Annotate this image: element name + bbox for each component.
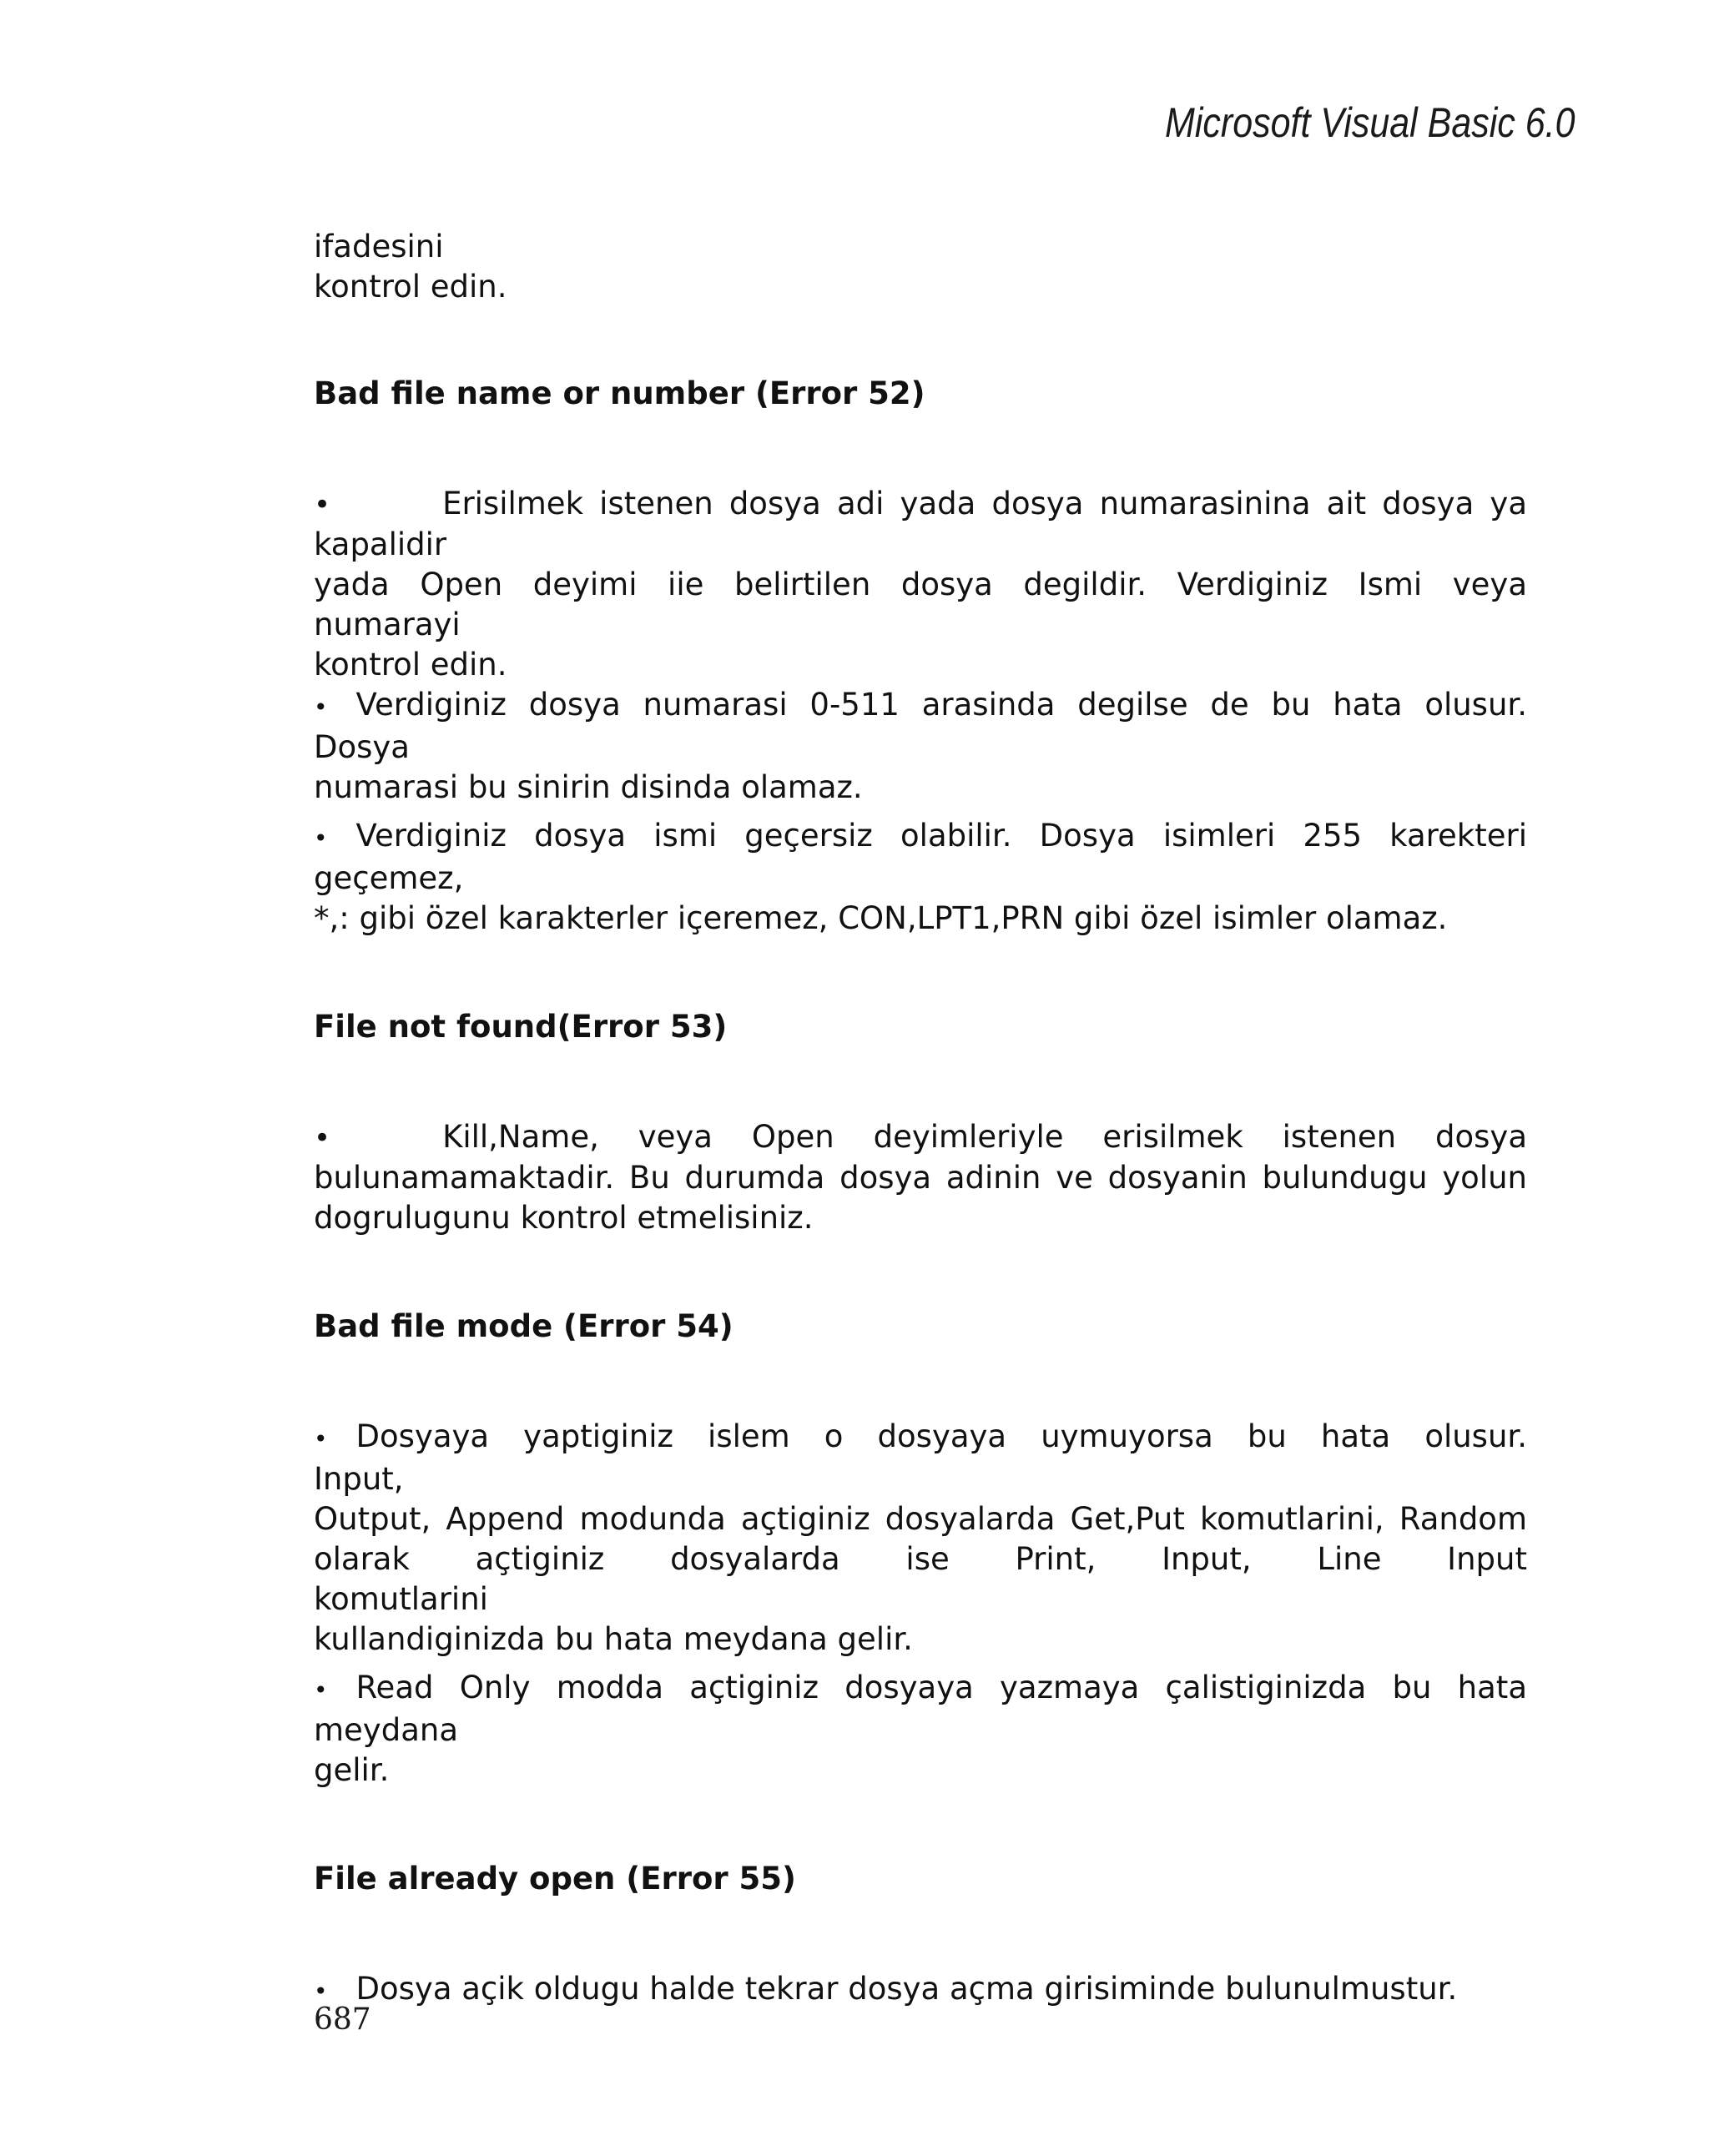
paragraph-line: bulunamamaktadir. Bu durumda dosya adinin ve dosyanin bulundugu yolun (314, 1160, 1527, 1196)
paragraph-line: olarak açtiginiz dosyalarda ise Print, Input, Line Input (314, 1541, 1527, 1577)
section-error-55 (314, 1859, 1527, 2012)
paragraph-line: Output, Append modunda açtiginiz dosyalarda Get,Put komutlarini, Random (314, 1501, 1527, 1537)
bullet-icon: • (314, 693, 328, 721)
bullet-icon: • (314, 1425, 328, 1453)
bullet-paragraph (314, 816, 1527, 939)
intro-line: kontrol edin. (314, 269, 507, 305)
running-header: Microsoft Visual Basic 6.0 (1165, 99, 1575, 146)
paragraph-line: komutlarini (314, 1581, 488, 1617)
section-heading: Bad file name or number (Error 52) (314, 375, 925, 411)
bullet-icon: • (314, 1676, 328, 1704)
paragraph-line: yada Open deyimi iie belirtilen dosya degildir. Verdiginiz Ismi veya (314, 567, 1527, 602)
section-heading: File already open (Error 55) (314, 1861, 796, 1897)
paragraph-line: meydana (314, 1712, 458, 1748)
section-heading: File not found(Error 53) (314, 1009, 728, 1045)
section-error-54 (314, 1307, 1527, 1791)
bullet-paragraph (314, 1668, 1527, 1791)
section-error-52 (314, 374, 1527, 939)
paragraph-line: dogrulugunu kontrol etmelisiniz. (314, 1200, 814, 1236)
section-heading: Bad file mode (Error 54) (314, 1308, 734, 1344)
bullet-paragraph (314, 484, 1527, 685)
paragraph-line: numarayi (314, 607, 461, 642)
paragraph-line: • Verdiginiz dosya ismi geçersiz olabilir. Dosya isimleri 255 karekteri (314, 818, 1527, 854)
paragraph-line: *,: gibi özel karakterler içeremez, CON,LPT1,PRN gibi özel isimler olamaz. (314, 900, 1448, 936)
paragraph-line: kullandiginizda bu hata meydana gelir. (314, 1621, 913, 1657)
intro-line: ifadesini (314, 229, 444, 264)
paragraph-line: • Kill,Name, veya Open deyimleriyle erisilmek istenen dosya (314, 1119, 1527, 1155)
bullet-icon: • (314, 1121, 331, 1155)
bullet-icon: • (314, 488, 331, 521)
paragraph-line: Input, (314, 1461, 404, 1497)
paragraph-line: gelir. (314, 1752, 390, 1788)
paragraph-line: kontrol edin. (314, 647, 507, 683)
bullet-paragraph (314, 1969, 1527, 2012)
bullet-paragraph (314, 1117, 1527, 1238)
paragraph-line: • Dosya açik oldugu halde tekrar dosya açma girisiminde bulunulmustur. (314, 1971, 1458, 2007)
page-number: 687 (314, 2002, 371, 2037)
paragraph-line: numarasi bu sinirin disinda olamaz. (314, 769, 863, 805)
paragraph-line: geçemez, (314, 860, 464, 896)
paragraph-line: • Verdiginiz dosya numarasi 0-511 arasinda degilse de bu hata olusur. (314, 687, 1527, 723)
paragraph-line: Dosya (314, 729, 410, 765)
bullet-paragraph (314, 1417, 1527, 1660)
paragraph-line: • Read Only modda açtiginiz dosyaya yazmaya çalistiginizda bu hata (314, 1670, 1527, 1705)
paragraph-line: kapalidir (314, 526, 447, 562)
bullet-icon: • (314, 1977, 328, 2005)
paragraph-line: • Erisilmek istenen dosya adi yada dosya numarasinina ait dosya ya (314, 486, 1527, 521)
bullet-icon: • (314, 824, 328, 852)
page-content (314, 227, 1527, 2012)
paragraph-line: • Dosyaya yaptiginiz islem o dosyaya uymuyorsa bu hata olusur. (314, 1418, 1527, 1454)
bullet-paragraph (314, 685, 1527, 808)
section-error-53 (314, 1007, 1527, 1238)
